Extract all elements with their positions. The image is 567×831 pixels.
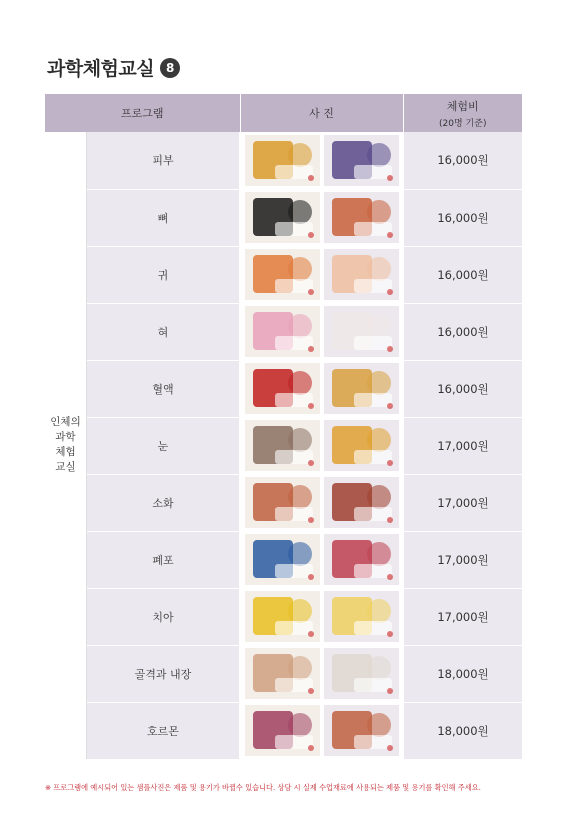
table-row	[45, 531, 522, 588]
photo-cell	[240, 360, 403, 417]
program-table	[45, 94, 522, 760]
program-name: 치아	[87, 588, 241, 645]
table-row	[45, 360, 522, 417]
sample-photo	[245, 534, 320, 585]
sample-photo	[324, 249, 399, 300]
sample-photo	[245, 135, 320, 186]
sample-photo	[245, 306, 320, 357]
sample-photo	[324, 591, 399, 642]
program-name: 소화	[87, 474, 241, 531]
program-name: 골격과 내장	[87, 645, 241, 702]
table-body	[45, 132, 522, 759]
sample-photo	[324, 192, 399, 243]
program-price: 16,000원	[403, 189, 522, 246]
sample-photo	[245, 420, 320, 471]
sample-photo	[245, 591, 320, 642]
program-price: 18,000원	[403, 702, 522, 759]
sample-photo	[324, 648, 399, 699]
header-photo: 사 진	[240, 94, 403, 132]
program-name: 폐포	[87, 531, 241, 588]
page-title	[47, 54, 180, 81]
title-text: 과학체험교실	[47, 58, 155, 80]
table-row	[45, 645, 522, 702]
sample-photo	[245, 477, 320, 528]
sample-photo	[245, 249, 320, 300]
photo-cell	[240, 189, 403, 246]
sample-photo	[324, 705, 399, 756]
photo-cell	[240, 246, 403, 303]
photo-cell	[240, 303, 403, 360]
program-name: 귀	[87, 246, 241, 303]
table-row	[45, 474, 522, 531]
program-price: 16,000원	[403, 303, 522, 360]
photo-cell	[240, 702, 403, 759]
sample-photo	[324, 534, 399, 585]
photo-cell	[240, 132, 403, 189]
program-name: 혈액	[87, 360, 241, 417]
table-row	[45, 303, 522, 360]
table-header-row	[45, 94, 522, 132]
table-row	[45, 246, 522, 303]
sample-photo	[324, 306, 399, 357]
program-name: 뼈	[87, 189, 241, 246]
program-price: 16,000원	[403, 132, 522, 189]
table-row	[45, 132, 522, 189]
category-cell	[45, 132, 87, 759]
table-row	[45, 702, 522, 759]
header-price-sub: (20명 기준)	[439, 118, 487, 129]
program-price: 17,000원	[403, 531, 522, 588]
program-name: 피부	[87, 132, 241, 189]
program-name: 눈	[87, 417, 241, 474]
title-number-badge: 8	[160, 58, 180, 78]
table-row	[45, 588, 522, 645]
sample-photo	[324, 135, 399, 186]
program-price: 17,000원	[403, 588, 522, 645]
header-price-label: 체험비	[446, 99, 479, 113]
program-price: 17,000원	[403, 474, 522, 531]
table-row	[45, 189, 522, 246]
sample-photo	[324, 363, 399, 414]
header-price	[403, 94, 522, 132]
header-program: 프로그램	[45, 94, 240, 132]
photo-cell	[240, 474, 403, 531]
sample-photo	[245, 648, 320, 699]
sample-photo	[245, 192, 320, 243]
program-price: 18,000원	[403, 645, 522, 702]
photo-cell	[240, 645, 403, 702]
photo-cell	[240, 531, 403, 588]
table-row	[45, 417, 522, 474]
program-name: 혀	[87, 303, 241, 360]
program-price: 16,000원	[403, 360, 522, 417]
program-price: 17,000원	[403, 417, 522, 474]
sample-photo	[324, 420, 399, 471]
sample-photo	[245, 705, 320, 756]
program-name: 호르몬	[87, 702, 241, 759]
sample-photo	[245, 363, 320, 414]
photo-cell	[240, 588, 403, 645]
program-price: 16,000원	[403, 246, 522, 303]
sample-photo	[324, 477, 399, 528]
photo-cell	[240, 417, 403, 474]
category-label: 인체의 과학 체험 교실	[50, 416, 81, 474]
footnote: ※ 프로그램에 예시되어 있는 샘플사진은 제품 및 용기가 바뀔수 있습니다. 상담 시 실제 수업재료에 사용되는 제품 및 용기를 확인해 주세요.	[45, 783, 481, 792]
